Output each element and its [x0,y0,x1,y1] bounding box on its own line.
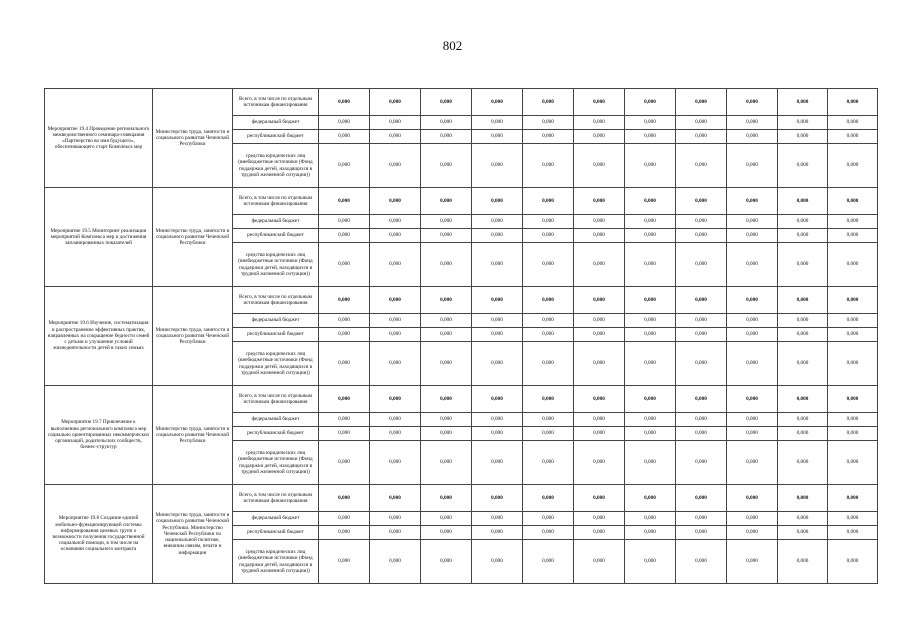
value-cell: 0,000 [727,441,778,485]
value-cell: 0,000 [727,287,778,314]
value-cell: 0,000 [421,540,472,584]
value-cell: 0,000 [523,413,574,427]
value-cell: 0,000 [574,485,625,512]
measure-cell: Мероприятие 19.8 Создание единой мобильно-функционирующей системы информирования целевых групп о возможности получения государственной социальной помощи, в том числе на основании социального контракта [45,485,153,584]
value-cell: 0,000 [421,526,472,540]
value-cell: 0,000 [778,188,828,215]
value-cell: 0,000 [421,287,472,314]
value-cell: 0,000 [574,512,625,526]
value-cell: 0,000 [472,328,523,342]
value-cell: 0,000 [421,188,472,215]
value-cell: 0,000 [319,485,370,512]
value-cell: 0,000 [370,215,421,229]
responsible-cell: Министерство труда, занятости и социального развития Чеченской Республики, Министерство Чеченской Республики по национальной политике, внешним связям, печати и информации [153,485,233,584]
value-cell: 0,000 [370,540,421,584]
value-cell: 0,000 [625,526,676,540]
value-cell: 0,000 [676,215,727,229]
value-cell: 0,000 [370,342,421,386]
value-cell: 0,000 [828,485,878,512]
value-cell: 0,000 [319,287,370,314]
value-cell: 0,000 [370,314,421,328]
value-cell: 0,000 [421,215,472,229]
responsible-cell: Министерство труда, занятости и социального развития Чеченской Республики [153,188,233,287]
value-cell: 0,000 [676,328,727,342]
value-cell: 0,000 [523,485,574,512]
value-cell: 0,000 [625,342,676,386]
value-cell: 0,000 [727,314,778,328]
value-cell: 0,000 [523,229,574,243]
value-cell: 0,000 [727,243,778,287]
value-cell: 0,000 [828,342,878,386]
value-cell: 0,000 [778,386,828,413]
funding-source-cell: средства юридических лиц (внебюджетные источники (Фонд поддержки детей, находящихся в трудной жизненной ситуации)) [233,243,319,287]
funding-source-cell: Всего, в том числе по отдельным источникам финансирования [233,188,319,215]
value-cell: 0,000 [828,229,878,243]
funding-source-cell: средства юридических лиц (внебюджетные источники (Фонд поддержки детей, находящихся в трудной жизненной ситуации)) [233,144,319,188]
funding-source-cell: Всего, в том числе по отдельным источникам финансирования [233,386,319,413]
value-cell: 0,000 [625,413,676,427]
value-cell: 0,000 [574,526,625,540]
value-cell: 0,000 [523,512,574,526]
value-cell: 0,000 [828,427,878,441]
value-cell: 0,000 [370,188,421,215]
value-cell: 0,000 [523,540,574,584]
value-cell: 0,000 [472,540,523,584]
funding-source-cell: республиканский бюджет [233,328,319,342]
value-cell: 0,000 [472,386,523,413]
value-cell: 0,000 [523,526,574,540]
value-cell: 0,000 [828,314,878,328]
value-cell: 0,000 [523,188,574,215]
value-cell: 0,000 [421,144,472,188]
value-cell: 0,000 [421,116,472,130]
value-cell: 0,000 [727,413,778,427]
measure-cell: Мероприятие 19.4 Проведение регионального межведомственного семинара-совещания «Партнерство во имя будущего», обеспечивающего старт Комплекса мер [45,89,153,188]
value-cell: 0,000 [523,215,574,229]
value-cell: 0,000 [421,342,472,386]
value-cell: 0,000 [370,130,421,144]
value-cell: 0,000 [676,441,727,485]
value-cell: 0,000 [828,89,878,116]
funding-source-cell: федеральный бюджет [233,215,319,229]
funding-source-cell: республиканский бюджет [233,526,319,540]
value-cell: 0,000 [574,243,625,287]
value-cell: 0,000 [828,144,878,188]
value-cell: 0,000 [574,89,625,116]
value-cell: 0,000 [523,243,574,287]
value-cell: 0,000 [523,342,574,386]
value-cell: 0,000 [370,512,421,526]
value-cell: 0,000 [676,427,727,441]
value-cell: 0,000 [472,229,523,243]
value-cell: 0,000 [472,130,523,144]
funding-source-cell: федеральный бюджет [233,512,319,526]
value-cell: 0,000 [319,188,370,215]
value-cell: 0,000 [625,328,676,342]
value-cell: 0,000 [472,526,523,540]
value-cell: 0,000 [828,386,878,413]
funding-source-cell: Всего, в том числе по отдельным источникам финансирования [233,287,319,314]
financing-table [44,88,878,584]
value-cell: 0,000 [727,328,778,342]
funding-source-cell: федеральный бюджет [233,314,319,328]
value-cell: 0,000 [421,386,472,413]
table-row [45,485,878,512]
value-cell: 0,000 [472,243,523,287]
value-cell: 0,000 [676,229,727,243]
value-cell: 0,000 [421,328,472,342]
value-cell: 0,000 [574,328,625,342]
value-cell: 0,000 [828,188,878,215]
value-cell: 0,000 [472,512,523,526]
value-cell: 0,000 [472,427,523,441]
value-cell: 0,000 [421,512,472,526]
value-cell: 0,000 [370,441,421,485]
value-cell: 0,000 [574,314,625,328]
value-cell: 0,000 [828,116,878,130]
value-cell: 0,000 [523,441,574,485]
value-cell: 0,000 [778,540,828,584]
value-cell: 0,000 [574,215,625,229]
value-cell: 0,000 [319,215,370,229]
value-cell: 0,000 [319,89,370,116]
value-cell: 0,000 [523,89,574,116]
value-cell: 0,000 [676,188,727,215]
value-cell: 0,000 [778,89,828,116]
value-cell: 0,000 [472,287,523,314]
value-cell: 0,000 [727,427,778,441]
value-cell: 0,000 [676,89,727,116]
value-cell: 0,000 [828,243,878,287]
value-cell: 0,000 [625,215,676,229]
value-cell: 0,000 [472,89,523,116]
value-cell: 0,000 [370,287,421,314]
value-cell: 0,000 [778,144,828,188]
funding-source-cell: средства юридических лиц (внебюджетные источники (Фонд поддержки детей, находящихся в трудной жизненной ситуации)) [233,342,319,386]
value-cell: 0,000 [421,89,472,116]
value-cell: 0,000 [727,188,778,215]
value-cell: 0,000 [319,441,370,485]
value-cell: 0,000 [472,485,523,512]
value-cell: 0,000 [727,526,778,540]
value-cell: 0,000 [370,386,421,413]
table-row [45,188,878,215]
value-cell: 0,000 [727,485,778,512]
value-cell: 0,000 [727,144,778,188]
value-cell: 0,000 [727,229,778,243]
value-cell: 0,000 [370,144,421,188]
value-cell: 0,000 [574,130,625,144]
value-cell: 0,000 [370,526,421,540]
table-row [45,287,878,314]
value-cell: 0,000 [778,314,828,328]
value-cell: 0,000 [319,314,370,328]
value-cell: 0,000 [319,512,370,526]
value-cell: 0,000 [370,427,421,441]
measure-cell: Мероприятие 19.5 Мониторинг реализации мероприятий Комплекса мер и достижения запланированных показателей [45,188,153,287]
value-cell: 0,000 [574,229,625,243]
value-cell: 0,000 [574,188,625,215]
value-cell: 0,000 [523,287,574,314]
value-cell: 0,000 [778,215,828,229]
value-cell: 0,000 [625,386,676,413]
value-cell: 0,000 [778,427,828,441]
value-cell: 0,000 [778,130,828,144]
value-cell: 0,000 [574,413,625,427]
value-cell: 0,000 [676,116,727,130]
responsible-cell: Министерство труда, занятости и социального развития Чеченской Республики [153,386,233,485]
measure-cell: Мероприятие 19.6 Изучение, систематизация и распространение эффективных практик, направленных на сокращение бедности семей с детьми и улучшение условий жизнедеятельности детей в таких семьях [45,287,153,386]
value-cell: 0,000 [828,287,878,314]
value-cell: 0,000 [421,441,472,485]
value-cell: 0,000 [625,188,676,215]
value-cell: 0,000 [778,243,828,287]
value-cell: 0,000 [828,328,878,342]
value-cell: 0,000 [625,89,676,116]
value-cell: 0,000 [625,229,676,243]
value-cell: 0,000 [727,116,778,130]
value-cell: 0,000 [319,386,370,413]
value-cell: 0,000 [421,130,472,144]
value-cell: 0,000 [370,413,421,427]
value-cell: 0,000 [625,144,676,188]
funding-source-cell: Всего, в том числе по отдельным источникам финансирования [233,89,319,116]
measure-cell: Мероприятие 19.7 Привлечение к выполнению регионального комплекса мер социально ориентированных некоммерческих организаций, родительских сообществ, бизнес-структур [45,386,153,485]
value-cell: 0,000 [778,229,828,243]
value-cell: 0,000 [370,89,421,116]
value-cell: 0,000 [828,540,878,584]
value-cell: 0,000 [778,342,828,386]
value-cell: 0,000 [676,144,727,188]
value-cell: 0,000 [472,188,523,215]
value-cell: 0,000 [625,287,676,314]
value-cell: 0,000 [625,540,676,584]
value-cell: 0,000 [319,116,370,130]
value-cell: 0,000 [472,413,523,427]
value-cell: 0,000 [727,89,778,116]
value-cell: 0,000 [472,144,523,188]
value-cell: 0,000 [828,526,878,540]
value-cell: 0,000 [625,314,676,328]
value-cell: 0,000 [625,427,676,441]
value-cell: 0,000 [676,287,727,314]
value-cell: 0,000 [523,144,574,188]
value-cell: 0,000 [574,386,625,413]
value-cell: 0,000 [778,441,828,485]
value-cell: 0,000 [676,526,727,540]
funding-source-cell: республиканский бюджет [233,229,319,243]
value-cell: 0,000 [625,116,676,130]
value-cell: 0,000 [472,441,523,485]
value-cell: 0,000 [370,116,421,130]
value-cell: 0,000 [727,342,778,386]
funding-source-cell: средства юридических лиц (внебюджетные источники (Фонд поддержки детей, находящихся в трудной жизненной ситуации)) [233,540,319,584]
value-cell: 0,000 [421,314,472,328]
value-cell: 0,000 [319,413,370,427]
value-cell: 0,000 [370,485,421,512]
funding-source-cell: республиканский бюджет [233,130,319,144]
value-cell: 0,000 [523,328,574,342]
value-cell: 0,000 [676,314,727,328]
value-cell: 0,000 [778,512,828,526]
value-cell: 0,000 [523,314,574,328]
value-cell: 0,000 [472,342,523,386]
value-cell: 0,000 [421,229,472,243]
value-cell: 0,000 [472,215,523,229]
value-cell: 0,000 [676,512,727,526]
value-cell: 0,000 [574,287,625,314]
value-cell: 0,000 [828,413,878,427]
responsible-cell: Министерство труда, занятости и социального развития Чеченской Республики [153,287,233,386]
value-cell: 0,000 [370,328,421,342]
value-cell: 0,000 [828,215,878,229]
value-cell: 0,000 [625,243,676,287]
value-cell: 0,000 [319,130,370,144]
value-cell: 0,000 [676,243,727,287]
value-cell: 0,000 [828,441,878,485]
value-cell: 0,000 [472,116,523,130]
table-row [45,386,878,413]
value-cell: 0,000 [778,116,828,130]
value-cell: 0,000 [828,130,878,144]
value-cell: 0,000 [472,314,523,328]
value-cell: 0,000 [523,427,574,441]
value-cell: 0,000 [370,243,421,287]
value-cell: 0,000 [625,441,676,485]
value-cell: 0,000 [421,243,472,287]
value-cell: 0,000 [574,342,625,386]
value-cell: 0,000 [574,540,625,584]
value-cell: 0,000 [727,215,778,229]
value-cell: 0,000 [676,130,727,144]
value-cell: 0,000 [778,287,828,314]
responsible-cell: Министерство труда, занятости и социального развития Чеченской Республики [153,89,233,188]
value-cell: 0,000 [319,144,370,188]
value-cell: 0,000 [523,116,574,130]
value-cell: 0,000 [421,413,472,427]
value-cell: 0,000 [727,130,778,144]
funding-source-cell: федеральный бюджет [233,413,319,427]
value-cell: 0,000 [319,229,370,243]
value-cell: 0,000 [523,386,574,413]
value-cell: 0,000 [676,342,727,386]
value-cell: 0,000 [727,512,778,526]
value-cell: 0,000 [778,485,828,512]
value-cell: 0,000 [319,526,370,540]
value-cell: 0,000 [319,342,370,386]
table-row [45,89,878,116]
funding-source-cell: Всего, в том числе по отдельным источникам финансирования [233,485,319,512]
value-cell: 0,000 [421,427,472,441]
value-cell: 0,000 [523,130,574,144]
value-cell: 0,000 [574,427,625,441]
value-cell: 0,000 [676,540,727,584]
value-cell: 0,000 [319,328,370,342]
funding-source-cell: средства юридических лиц (внебюджетные источники (Фонд поддержки детей, находящихся в трудной жизненной ситуации)) [233,441,319,485]
value-cell: 0,000 [370,229,421,243]
funding-source-cell: федеральный бюджет [233,116,319,130]
value-cell: 0,000 [676,413,727,427]
value-cell: 0,000 [727,386,778,413]
funding-source-cell: республиканский бюджет [233,427,319,441]
value-cell: 0,000 [319,243,370,287]
value-cell: 0,000 [319,540,370,584]
value-cell: 0,000 [625,512,676,526]
value-cell: 0,000 [828,512,878,526]
value-cell: 0,000 [727,540,778,584]
value-cell: 0,000 [421,485,472,512]
value-cell: 0,000 [574,144,625,188]
value-cell: 0,000 [778,328,828,342]
value-cell: 0,000 [319,427,370,441]
page-number: 802 [442,38,463,53]
value-cell: 0,000 [574,116,625,130]
value-cell: 0,000 [676,386,727,413]
value-cell: 0,000 [778,526,828,540]
value-cell: 0,000 [778,413,828,427]
value-cell: 0,000 [676,485,727,512]
value-cell: 0,000 [574,441,625,485]
value-cell: 0,000 [625,130,676,144]
value-cell: 0,000 [625,485,676,512]
